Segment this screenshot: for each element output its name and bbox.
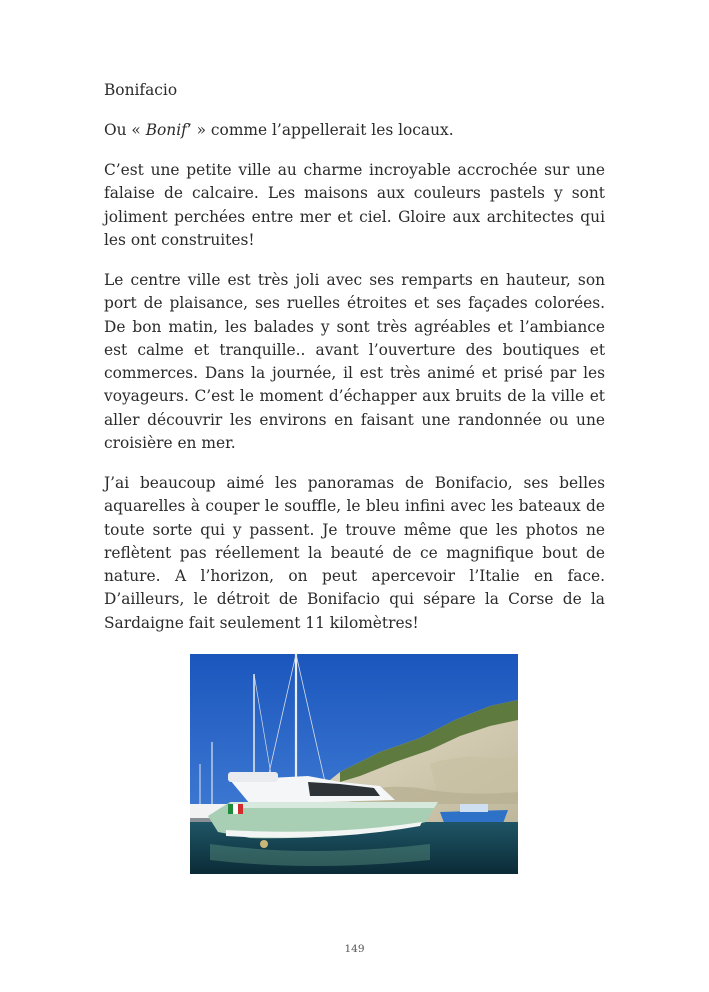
boat-deck-line: [230, 802, 438, 808]
flag-green: [228, 804, 233, 814]
boat-fender: [260, 840, 268, 848]
background-boat-blue-cabin: [460, 804, 488, 812]
intro-line: [104, 119, 605, 142]
intro-emphasis: Bonif: [145, 121, 187, 139]
flag-red: [238, 804, 243, 814]
section-heading: [104, 79, 605, 102]
flag-white: [233, 804, 238, 814]
paragraph-1: [104, 159, 605, 252]
harbor-photo: [190, 654, 518, 874]
intro-suffix: ’ » comme l’appellerait les locaux.: [186, 121, 454, 139]
intro-prefix: Ou «: [104, 121, 146, 139]
heading-text: Bonifacio: [104, 81, 178, 99]
paragraph-text: C’est une petite ville au charme incroyable accrochée sur une falaise de calcaire. Les maisons aux couleurs pastels y sont joliment perchées entre mer et ciel. Gloire aux architectes qui les ont construites!: [104, 161, 605, 249]
boat-canopy: [228, 772, 278, 782]
intro-paragraph: [104, 119, 605, 142]
paragraph-text: Le centre ville est très joli avec ses remparts en hauteur, son port de plaisance, ses ruelles étroites et ses façades colorées. De bon matin, les balades y sont très agréables et l’ambiance est calme et tranquille.. avant l’ouverture des boutiques et commerces. Dans la journée, il est très animé et prisé par les voyageurs. C’est le moment d’échapper aux bruits de la ville et aller découvrir les environs en faisant une randonnée ou une croisière en mer.: [104, 271, 605, 453]
paragraph-3: [104, 472, 605, 635]
page-number: 149: [344, 943, 365, 955]
paragraph-2: [104, 269, 605, 455]
paragraph-text: J’ai beaucoup aimé les panoramas de Bonifacio, ses belles aquarelles à couper le souffle, le bleu infini avec les bateaux de toute sorte qui y passent. Je trouve même que les photos ne reflètent pas réellement la beauté de ce magnifique bout de nature. A l’horizon, on peut apercevoir l’Italie en face. D’ailleurs, le détroit de Bonifacio qui sépare la Corse de la Sardaigne fait seulement 11 kilomètres!: [104, 474, 605, 632]
